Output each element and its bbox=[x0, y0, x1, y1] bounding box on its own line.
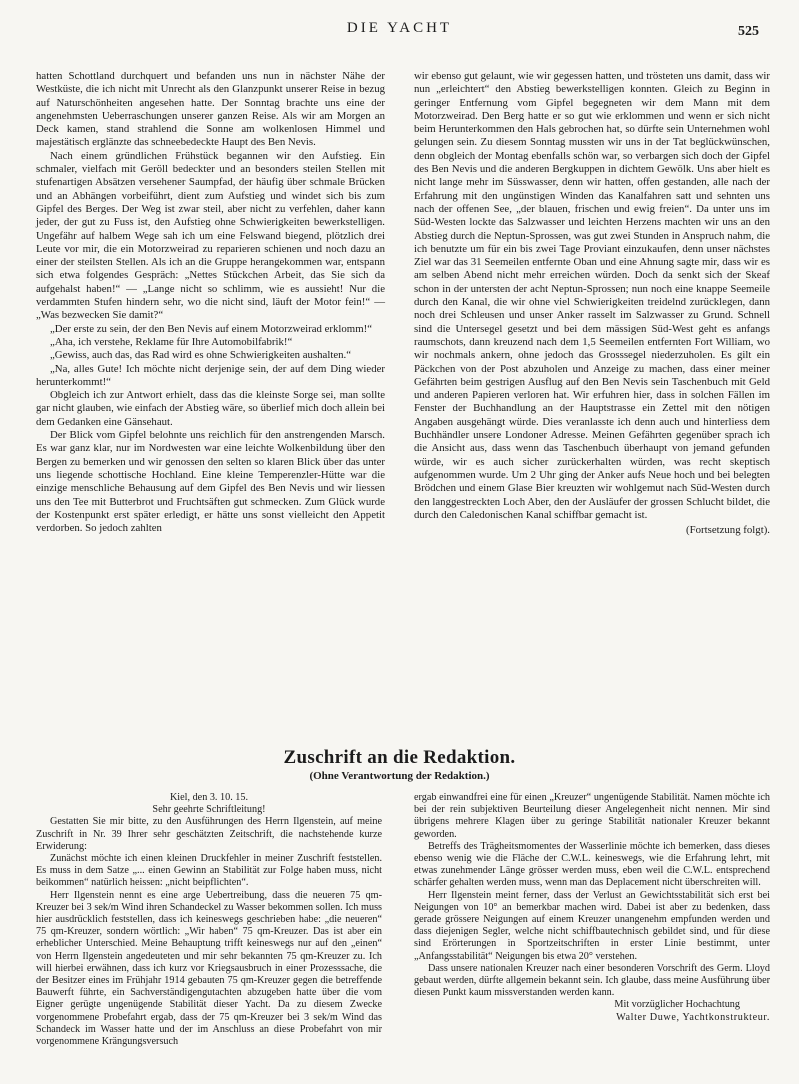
article-paragraph: „Na, alles Gute! Ich möchte nicht derjenige sein, der auf dem Ding wieder herunterkommt!“ bbox=[36, 362, 385, 388]
article-right-column bbox=[414, 70, 770, 537]
letter-paragraph: Gestatten Sie mir bitte, zu den Ausführungen des Herrn Ilgenstein, auf meine Zuschrift in Nr. 39 Ihrer sehr geschätzten Zeitschrift, die nachstehende kurze Erwiderung: bbox=[36, 816, 382, 852]
article-paragraph: wir ebenso gut gelaunt, wie wir gegessen hatten, und trösteten uns damit, dass wir nun „erleichtert“ den Abstieg bewerkstelligen konnten. Gleich zu Beginn in geringer Entfernung vom Gipfel begegneten wir dem Mann mit dem Motorzweirad. Den Berg hatte er so gut wie erklommen und wenn er sich nicht beim Herunterkommen den Hals gebrochen hat, so dürfte sein Unternehmen wohl gelungen sein. Zu diesem Sonntag mussten wir uns in der Tat beglückwünschen, denn obgleich der Montag ebenfalls schön war, so verbargen sich doch der Gipfel des Ben Nevis und die anderen Bergkuppen in dichtem Gewölk. Uns aber hielt es nicht lange mehr im Süsswasser, denn wir hatten, offen gestanden, alle nach der Erfahrung mit den ungünstigen Winden das Kanalfahren satt und sehnten uns nach der offenen See, „der blauen, frischen und ewig freien“. Da unter uns im Süd-Westen lockte das Salzwasser und leichten Herzens machten wir uns an den Abstieg durch die Neptun-Sprossen, was gut zwei Stunden in Anspruch nahm, die ich benutzte um für ein bis zwei Tage Proviant einzukaufen, denn unser nächstes Ziel war das 31 Seemeilen entfernte Oban und eine Ahnung sagte mir, dass wir es am selben Abend nicht mehr erreichen würden. Doch da senkt sich der Skeaf schon in der untersten der acht Neptun-Sprossen; nun noch eine knappe Seemeile durch den Kanal, die wir ohne viel Schwierigkeiten treidelnd zurücklegen, dann noch drei Schleusen und unser Anker rasselt im Salzwasser zu Grund. Schnell sind die Untersegel gesetzt und bei dem mässigen Süd-West geht es anfangs raumschots, dann kreuzend nach dem 1,5 Seemeilen entfernten Fort William, wo wir nochmals ankern, ohne jedoch das Grosssegel niederzuholen. Es gilt ein Päckchen von der Post abzuholen und Anzeige zu machen, dass einer meiner Gefährten beim gestrigen Ausflug auf den Ben Nevis sein Taschenbuch mit Geld und anderen Papieren verloren hat. Wir erfuhren hier, dass in solchen Fällen im Fenster der Buchhandlung an der Hauptstrasse ein Zettel mit den nötigen Angaben ausgehängt würde. Dies veranlasste ich denn auch und hinterliess dem Buchhändler unsere Londoner Adresse. Meinen Gefährten gegenüber sprach ich die Ansicht aus, dass wenn das Taschenbuch überhaupt von jemand gefunden würde, wir es auch sicher zurückerhalten würden, was recht skeptisch aufgenommen wurde. Um 2 Uhr ging der Anker aufs Neue hoch und bei belegten Brödchen und einem Glase Bier kreuzten wir wohlgemut nach Süd-Westen durch den langgestreckten Loch Aber, den der Ausläufer der grossen Schlucht bildet, die durch den Caledonischen Kanal schiffbar gemacht ist. bbox=[414, 70, 770, 521]
letter-salutation: Sehr geehrte Schriftleitung! bbox=[152, 804, 266, 816]
letter-paragraph: Dass unsere nationalen Kreuzer nach einer besonderen Vorschrift des Germ. Lloyd gebaut werden, dürfte allgemein bekannt sein. Ich glaube, dass meine Ausführung über diesen Punkt kaum missverstanden werden kann. bbox=[414, 962, 770, 999]
letter-signature: Walter Duwe, Yachtkonstrukteur. bbox=[616, 1011, 770, 1023]
article-paragraph: „Der erste zu sein, der den Ben Nevis auf einem Motorzweirad erklomm!“ bbox=[50, 322, 372, 335]
article-paragraph: Der Blick vom Gipfel belohnte uns reichlich für den anstrengenden Marsch. Es war ganz klar, nur im Nordwesten war eine leichte Wolkenbildung über den Bergen zu bemerken und wir genossen den selten so klaren Blick über das unter uns liegende schottische Hochland. Eine kleine Temperenzler-Hütte war die einzige menschliche Behausung auf dem Gipfel des Ben Nevis und wir liessen uns den Tee mit Butterbrot und Fruchtsäften gut schmecken. Zum Glück wurde der Kostenpunkt erst später erledigt, er hätte uns sonst vielleicht den Appetit verdorben. So jedoch zahlten bbox=[36, 429, 385, 535]
continued-note: (Fortsetzung folgt). bbox=[686, 524, 770, 537]
letter-paragraph: Herr Ilgenstein meint ferner, dass der Verlust an Gewichtsstabilität sich erst bei Neigungen von 10° an bemerkbar machen wird. Dabei ist aber zu bedenken, dass gerade grössere Neigungen auf einem Kreuzer unangenehm empfunden werden und dass diejenigen Segler, welche nicht schiffbautechnisch gebildet sind, und für diese sind Erörterungen in Sportzeitschriften in erster Linie bestimmt, unter „Anfangsstabilität“ Neigungen bis etwa 20° verstehen. bbox=[414, 889, 770, 962]
article-left-column bbox=[36, 70, 385, 535]
letter-right-column bbox=[414, 792, 770, 1024]
letter-subtitle: (Ohne Verantwortung der Redaktion.) bbox=[309, 770, 490, 782]
letter-heading bbox=[36, 747, 763, 782]
page-number: 525 bbox=[738, 24, 759, 39]
letter-paragraph: ergab einwandfrei eine für einen „Kreuzer“ ungenügende Stabilität. Namen möchte ich bei der rein subjektiven Beurteilung dieser Angelegenheit nicht nennen. Mir sind übrigens mehrere Klagen über zu geringe Stabilität nationaler Kreuzer bekannt geworden. bbox=[414, 792, 770, 840]
article-paragraph: hatten Schottland durchquert und befanden uns nun in nächster Nähe der Westküste, die ich nicht mit Unrecht als den Glanzpunkt unserer Reise in bezug auf Naturschönheiten angesehen hatte. Der Sonntag brachte uns eine der angenehmsten Ueberraschungen unserer ganzen Reise. Als wir am Morgen an Deck kamen, stand strahlend die Sonne am wolkenlosen Himmel und majestätisch erglänzte das schneebedeckte Haupt des Ben Nevis. bbox=[36, 70, 385, 149]
article-paragraph: „Aha, ich verstehe, Reklame für Ihre Automobilfabrik!“ bbox=[50, 335, 293, 348]
letter-paragraph: Zunächst möchte ich einen kleinen Druckfehler in meiner Zuschrift feststellen. Es muss in dem Satze „... einen Gewinn an Stabilität zur Folge haben muss, nicht beikommen“ natürlich heissen: „nicht beipflichten“. bbox=[36, 853, 382, 889]
letter-title: Zuschrift an die Redaktion. bbox=[283, 747, 516, 768]
article-paragraph: Nach einem gründlichen Frühstück begannen wir den Aufstieg. Ein schmaler, vielfach mit Geröll bedeckter und an besonders steilen Stellen mit stufenartigen Absätzen versehener Saumpfad, der häufig über schmale Brücken und an Abhängen vorbeiführt, dient zum Aufstieg und windet sich bis zum Gipfel des Berges. Der Weg ist zwar steil, aber nicht zu verfehlen, daher kann jeder, der gut zu Fuss ist, den Aufstieg ohne Schwierigkeiten bewerkstelligen. Ungefähr auf halbem Wege sah ich um eine Felswand biegend, plötzlich drei Leute vor mir, die ein Motorzweirad zu reparieren schienen und noch dazu an einer der steilsten Stellen. Als ich an die Gruppe herangekommen war, entspann sich etwa folgendes Gespräch: „Nettes Stückchen Arbeit, das Sie sich da aufgehalst haben!“ — „Lange nicht so schlimm, wie es aussieht! Nur die verdammten Stufen hindern sehr, wo die nicht sind, läuft der Motor fein!“ — „Was bezwecken Sie damit?“ bbox=[36, 149, 385, 322]
letter-left-column bbox=[36, 792, 382, 1048]
page-header bbox=[40, 20, 759, 44]
article-paragraph: „Gewiss, auch das, das Rad wird es ohne Schwierigkeiten aushalten.“ bbox=[50, 349, 352, 362]
letter-paragraph: Herr Ilgenstein nennt es eine arge Uebertreibung, dass die neueren 75 qm-Kreuzer bei 3 sek/m Wind ihren Schandeckel zu Wasser bekommen sollen. Ich muss hier ausdrücklich feststellen, dass ich keineswegs geschrieben habe: „die neueren“ 75 qm-Kreuzer, sondern wörtlich: „Wir haben“ 75 qm-Kreuzer. Das ist aber ein erheblicher Unterschied. Meine Behauptung trifft keineswegs nur auf den „einen“ von Herrn Ilgenstein angedeuteten und mir sehr bekannten 75 qm-Kreuzer zu. Ich will hierbei erwähnen, dass ich kurz vor Kriegsausbruch in einer Prozesssache, die der Besitzer eines im Frühjahr 1914 gebauten 75 qm-Kreuzer gegen die betreffende Bauwerft führte, ein Sachverständigengutachten abzugeben hatte über die vom Eigner gerügte ungenügende Stabilität dieser Yacht. Da zu diesem Zwecke vorgenommene Probefahrt ergab, dass der 75 qm-Kreuzer bei 3 sek/m Wind das Schandeck im Wasser hatte und der im Anschluss an diese Probefahrt von mir vorgenommene Krängungsversuch bbox=[36, 889, 382, 1048]
letter-closing: Mit vorzüglicher Hochachtung bbox=[614, 999, 740, 1011]
letter-date: Kiel, den 3. 10. 15. bbox=[169, 792, 249, 803]
journal-title: DIE YACHT bbox=[346, 20, 453, 36]
letter-paragraph: Betreffs des Trägheitsmomentes der Wasserlinie möchte ich bemerken, dass dieses ebenso wenig wie die Fläche der C.W.L. keineswegs, wie die Erfahrung lehrt, mit etwas zunehmender Länge grösser werden muss, eben weil die C.W.L. entsprechend schärfer gehalten werden muss, wenn man das Deplacement nicht überschreiten will. bbox=[414, 840, 770, 889]
article-paragraph: Obgleich ich zur Antwort erhielt, dass das die kleinste Sorge sei, man sollte gar nicht glauben, wie einfach der Abstieg wäre, so überlief mich doch allein bei dem Gedanken eine Gänsehaut. bbox=[36, 389, 385, 428]
